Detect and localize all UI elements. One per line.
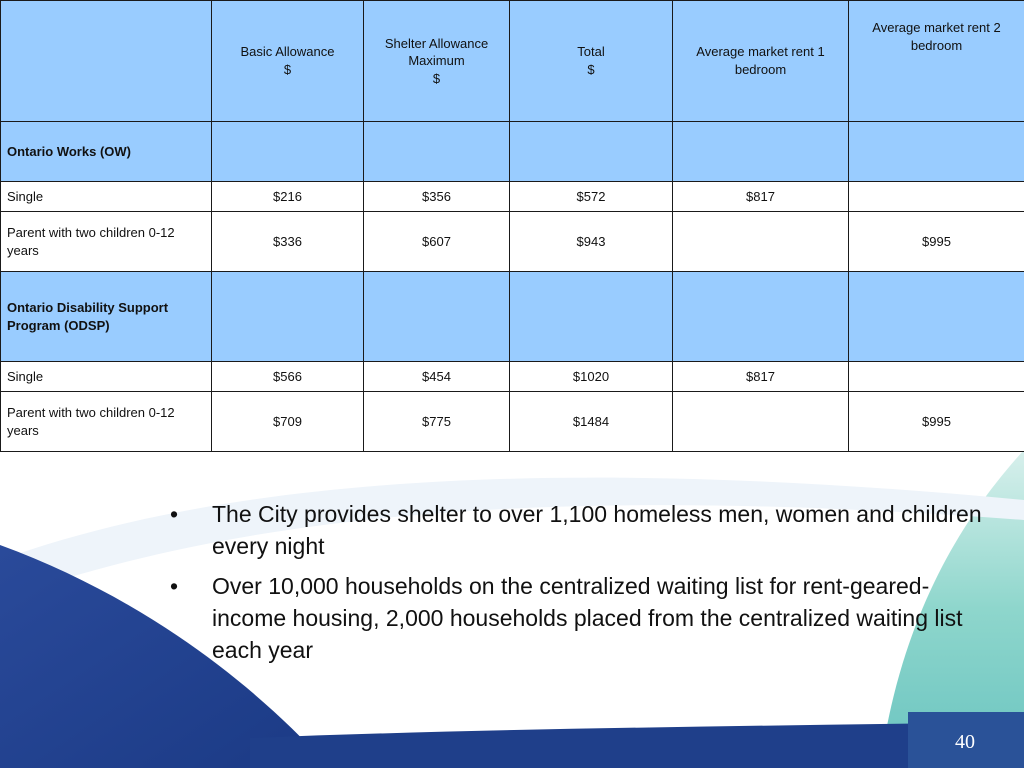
section-label: Ontario Works (OW)	[1, 122, 212, 182]
table-cell	[510, 122, 673, 182]
page-number: 40	[955, 731, 975, 753]
table-cell	[212, 272, 364, 362]
bullet-list	[170, 498, 1000, 674]
table-cell: $817	[673, 362, 849, 392]
table-row	[1, 182, 1024, 212]
bullet-icon: •	[170, 573, 179, 599]
table-cell: $709	[212, 392, 364, 452]
table-cell	[673, 392, 849, 452]
header-shelter-allowance: Shelter Allowance Maximum $	[364, 1, 510, 122]
table-cell: $356	[364, 182, 510, 212]
section-row-odsp	[1, 272, 1024, 362]
header-avg-rent-2-bedroom: Average market rent 2 bedroom	[849, 1, 1024, 122]
table-cell: $995	[849, 392, 1024, 452]
bullet-item	[170, 570, 1000, 666]
table-cell: $1484	[510, 392, 673, 452]
table-cell: $943	[510, 212, 673, 272]
row-label: Parent with two children 0-12 years	[1, 212, 212, 272]
header-total: Total $	[510, 1, 673, 122]
table-cell	[212, 122, 364, 182]
row-label: Parent with two children 0-12 years	[1, 392, 212, 452]
bullet-item	[170, 498, 1000, 562]
table-cell	[849, 182, 1024, 212]
bullet-text: The City provides shelter to over 1,100 homeless men, women and children every night	[212, 501, 982, 559]
row-label: Single	[1, 182, 212, 212]
table-cell: $454	[364, 362, 510, 392]
table-cell	[849, 122, 1024, 182]
table-row	[1, 212, 1024, 272]
table-cell: $817	[673, 182, 849, 212]
table-cell: $572	[510, 182, 673, 212]
table-row	[1, 392, 1024, 452]
row-label: Single	[1, 362, 212, 392]
table-cell: $216	[212, 182, 364, 212]
bullet-icon: •	[170, 501, 179, 527]
header-avg-rent-1-bedroom: Average market rent 1 bedroom	[673, 1, 849, 122]
table-cell: $607	[364, 212, 510, 272]
section-label: Ontario Disability Support Program (ODSP)	[1, 272, 212, 362]
table-cell: $336	[212, 212, 364, 272]
blue-bottom-band	[250, 722, 1024, 768]
table-cell	[849, 362, 1024, 392]
table-cell	[673, 122, 849, 182]
table-cell	[364, 272, 510, 362]
table-cell: $566	[212, 362, 364, 392]
section-row-ow	[1, 122, 1024, 182]
table-row	[1, 362, 1024, 392]
table-cell: $775	[364, 392, 510, 452]
table-cell: $1020	[510, 362, 673, 392]
table-cell	[510, 272, 673, 362]
table-cell: $995	[849, 212, 1024, 272]
table-cell	[364, 122, 510, 182]
table-cell	[673, 272, 849, 362]
table-cell	[673, 212, 849, 272]
header-cell-empty	[1, 1, 212, 122]
bullet-text: Over 10,000 households on the centralized waiting list for rent-geared-income housing, 2,000 households placed from the centralized waiting list each year	[212, 573, 963, 663]
table-header-row	[1, 1, 1024, 122]
header-basic-allowance: Basic Allowance $	[212, 1, 364, 122]
table-cell	[849, 272, 1024, 362]
